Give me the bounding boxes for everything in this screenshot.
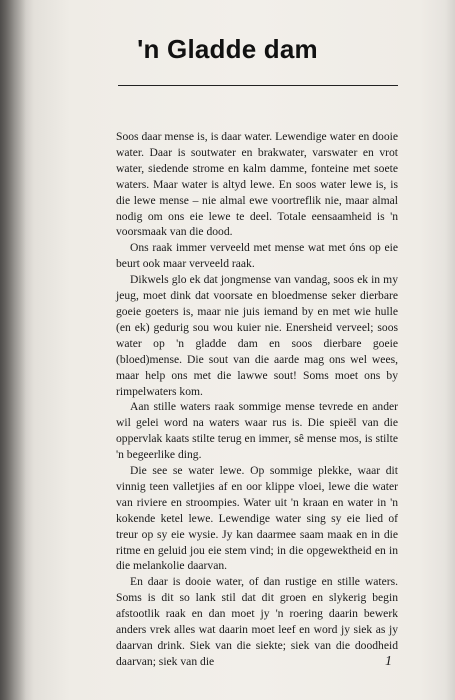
paragraph: Ons raak immer verveeld met mense wat met óns op eie beurt ook maar verveeld raak.: [116, 241, 398, 271]
chapter-title: 'n Gladde dam: [137, 34, 318, 64]
body-text: [116, 129, 398, 670]
page-number: 1: [385, 654, 392, 669]
paragraph: En daar is dooie water, of dan rustige en stille waters. Soms is dit so lank stil dat dit groen en slykerig begin afstootlik raak en dan moet jy 'n roering daarin bewerk anders vrek alles wat daarin moet leef en word jy siek as jy daarvan drink. Siek van die siekte; siek van die doodheid daarvan; siek van die: [116, 575, 398, 668]
paragraph: Soos daar mense is, is daar water. Lewendige water en dooie water. Daar is soutwater en brakwater, varswater en vrot water, siedende strome en kalm damme, fonteine met soete waters. Maar water is altyd lewe. En soos water lewe is, is die lewe mense – nie almal ewe voortreflik nie, maar almal nodig om ons eie lewe te deel. Totale eensaamheid is 'n voorsmaak van die dood.: [116, 130, 398, 239]
paragraph: Aan stille waters raak sommige mense tevrede en ander wil gelei word na waters waar rus is. Die spieël van die oppervlak kaats stilte terug en immer, sê mense mos, is stilte 'n begeerlike ding.: [116, 400, 398, 462]
title-rule: [118, 85, 398, 86]
page-gutter-shadow: [0, 0, 26, 700]
paragraph: Dikwels glo ek dat jongmense van vandag, soos ek in my jeug, moet dink dat voorsate en bloedmense seker dierbare goeie goeters is, maar nie juis iemand by en met wie hulle (en ek) gedurig sou wou kuier nie. Enersheid verveel; soos water op 'n gladde dam en soos dierbare goeie (bloed)mense. Die sout van die aarde mag ons wel wees, maar help ons met die lawwe sout! Soms moet ons by rimpelwaters kom.: [116, 273, 398, 398]
paragraph: Die see se water lewe. Op sommige plekke, waar dit vinnig teen valletjies af en oor klippe vloei, lewe die water van riviere en stroompies. Water uit 'n kraan en water in 'n kokende ketel lewe. Lewendige water sing sy eie lied of treur op sy eie wysie. Jy kan daarmee saam maak en in die ritme en geluid jou eie stem vind; in die opgewektheid en in die melankolie daarvan.: [116, 464, 398, 573]
